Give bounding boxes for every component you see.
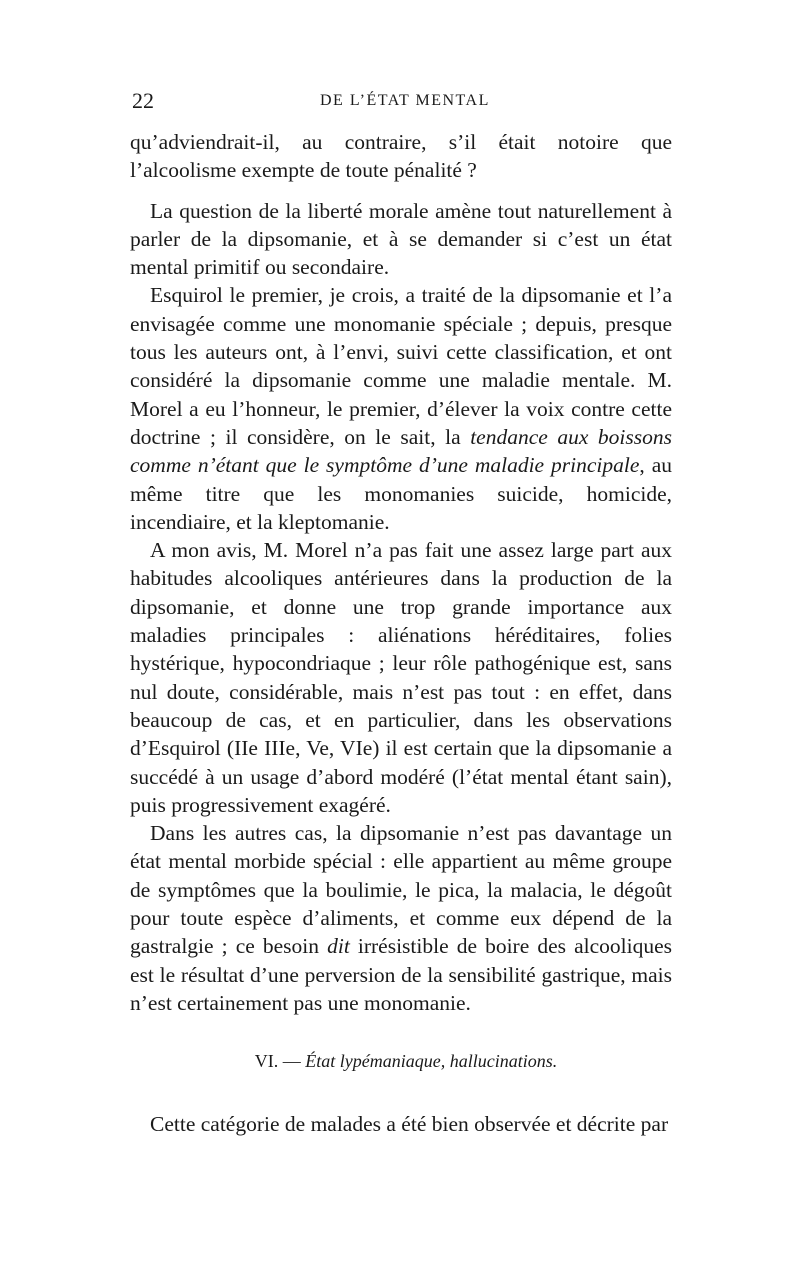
paragraph-3-text-b: , au même titre que les monomanies suicide, homicide, incendiaire, et la kleptomanie. bbox=[130, 453, 672, 534]
paragraph-1: qu’adviendrait-il, au contraire, s’il était notoire que l’alcoolisme exempte de toute pénalité ? bbox=[130, 130, 672, 183]
paragraph-5-text-b: irrésistible de boire des alcooliques est le résultat d’une perversion de la sensibilité gastrique, mais n’est certainement pas une monomanie. bbox=[130, 934, 672, 1015]
body-text bbox=[130, 128, 672, 1017]
section-heading bbox=[130, 1051, 672, 1072]
paragraph-3-italic: tendance aux boissons comme n’étant que le symptôme d’une maladie principale bbox=[130, 424, 672, 478]
book-page bbox=[130, 88, 672, 1139]
section-title: État lypémaniaque, hallucinations. bbox=[305, 1051, 558, 1072]
paragraph-6: Cette catégorie de malades a été bien observée et décrite par bbox=[150, 1112, 669, 1137]
paragraph-5 bbox=[130, 819, 672, 1017]
paragraph-3-text-a: Esquirol le premier, je crois, a traité de la dipsomanie et l’a envisagée comme une monomanie spéciale ; depuis, presque tous les auteurs ont, à l’envi, suivi cette classification, et ont considéré la dipsomanie comme une maladie mentale. M. Morel a eu l’honneur, le premier, d’élever la voix contre cette doctrine ; il considère, on le sait, la bbox=[130, 283, 672, 449]
paragraph-3 bbox=[130, 281, 672, 536]
section-number: VI. — bbox=[254, 1051, 301, 1072]
running-title: DE L’ÉTAT MENTAL bbox=[320, 92, 490, 109]
paragraph-5-text-a: Dans les autres cas, la dipsomanie n’est pas davantage un état mental morbide spécial : elle appartient au même groupe de symptômes que la boulimie, le pica, la malacia, le dégoût pour toute espèce d’aliments, et comme eux dépend de la gastralgie ; ce besoin bbox=[130, 821, 672, 959]
page-number: 22 bbox=[132, 88, 154, 113]
running-head bbox=[130, 88, 672, 118]
paragraph-4: A mon avis, M. Morel n’a pas fait une assez large part aux habitudes alcooliques antérieures dans la production de la dipsomanie, et donne une trop grande importance aux maladies principales : aliénations héréditaires, folies hystérique, hypocondriaque ; leur rôle pathogénique est, sans nul doute, considérable, mais n’est pas tout : en effet, dans beaucoup de cas, et en particulier, dans les observations d’Esquirol (IIe IIIe, Ve, VIe) il est certain que la dipsomanie a succédé à un usage d’abord modéré (l’état mental étant sain), puis progressivement exagéré. bbox=[130, 538, 672, 817]
paragraph-5-italic: dit bbox=[327, 934, 350, 959]
paragraph-2: La question de la liberté morale amène tout naturellement à parler de la dipsomanie, et à se demander si c’est un état mental primitif ou secondaire. bbox=[130, 198, 672, 280]
